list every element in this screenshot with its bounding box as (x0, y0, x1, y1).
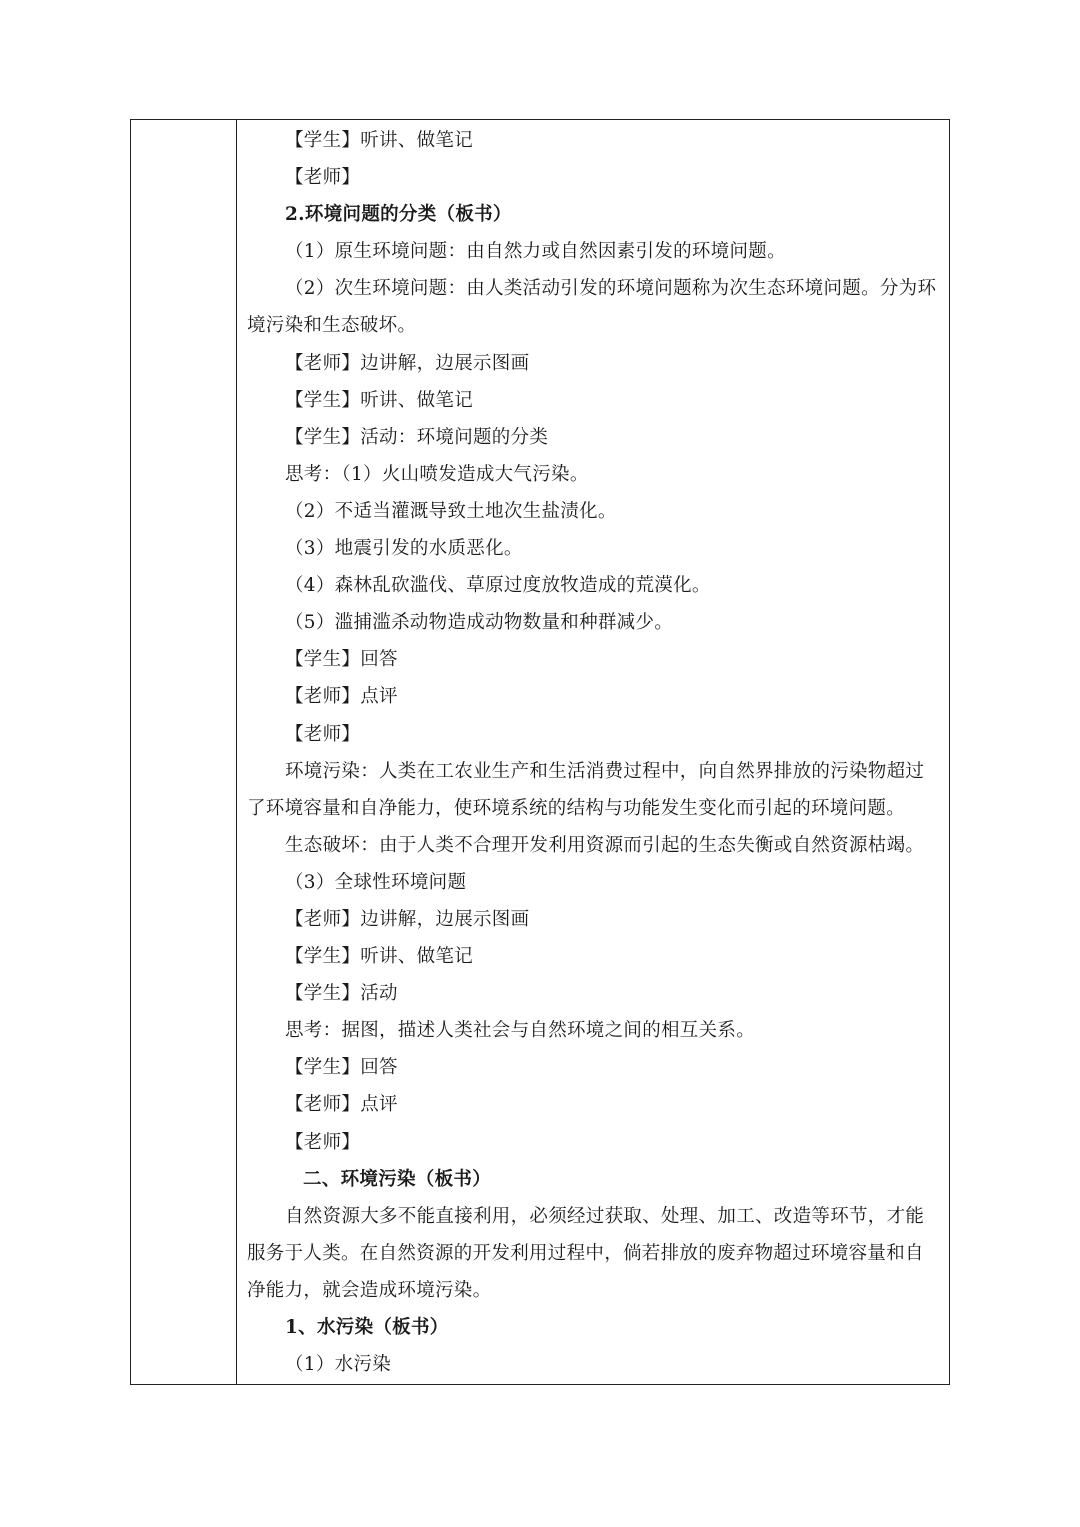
text-line: 【学生】听讲、做笔记 (285, 946, 474, 968)
text-line: 【老师】点评 (285, 686, 398, 708)
text-line: 1、水污染（板书） (285, 1317, 449, 1338)
text-line: 【老师】 (285, 167, 361, 189)
text-line: 【老师】边讲解，边展示图画 (285, 352, 530, 374)
text-line: （4）森林乱砍滥伐、草原过度放牧造成的荒漠化。 (285, 575, 711, 597)
text-line: 【老师】边讲解，边展示图画 (285, 908, 530, 930)
text-line: 【学生】听讲、做笔记 (285, 389, 474, 411)
text-line: 【学生】回答 (285, 1057, 398, 1079)
text-line: 净能力，就会造成环境污染。 (247, 1279, 492, 1301)
lesson-table (130, 119, 950, 1385)
text-line: 境污染和生态破坏。 (247, 315, 417, 337)
text-line: 【学生】活动：环境问题的分类 (285, 426, 549, 448)
text-line: 了环境容量和自净能力，使环境系统的结构与功能发生变化而引起的环境问题。 (247, 797, 906, 819)
text-line: 【学生】活动 (285, 983, 398, 1005)
text-line: 思考：据图，描述人类社会与自然环境之间的相互关系。 (285, 1020, 756, 1042)
text-line: （1）原生环境问题：由自然力或自然因素引发的环境问题。 (285, 241, 786, 263)
text-line: （3）地震引发的水质恶化。 (285, 538, 523, 560)
text-line: （5）滥捕滥杀动物造成动物数量和种群减少。 (285, 612, 674, 634)
text-line: （1）水污染 (285, 1354, 392, 1376)
text-line: （3）全球性环境问题 (285, 871, 467, 893)
text-line: （2）不适当灌溉导致土地次生盐渍化。 (285, 500, 617, 522)
text-line: 思考：（1）火山喷发造成大气污染。 (285, 463, 589, 485)
text-line: 【老师】 (285, 723, 361, 745)
text-line: 生态破坏：由于人类不合理开发利用资源而引起的生态失衡或自然资源枯竭。 (285, 834, 925, 856)
text-line: （2）次生环境问题：由人类活动引发的环境问题称为次生态环境问题。分为环 (285, 278, 937, 300)
text-line: 服务于人类。在自然资源的开发利用过程中，倘若排放的废弃物超过环境容量和自 (247, 1242, 924, 1264)
text-line: 二、环境污染（板书） (303, 1168, 492, 1190)
table-content-column (237, 120, 949, 1384)
text-line: 【学生】回答 (285, 649, 398, 671)
text-line: 自然资源大多不能直接利用，必须经过获取、处理、加工、改造等环节，才能 (285, 1205, 925, 1227)
text-line: 环境污染：人类在工农业生产和生活消费过程中，向自然界排放的污染物超过 (285, 760, 925, 782)
text-line: 【老师】 (285, 1131, 361, 1153)
table-left-column (131, 120, 237, 1384)
text-line: 2.环境问题的分类（板书） (285, 204, 512, 226)
text-line: 【老师】点评 (285, 1094, 398, 1116)
text-line: 【学生】听讲、做笔记 (285, 130, 474, 151)
